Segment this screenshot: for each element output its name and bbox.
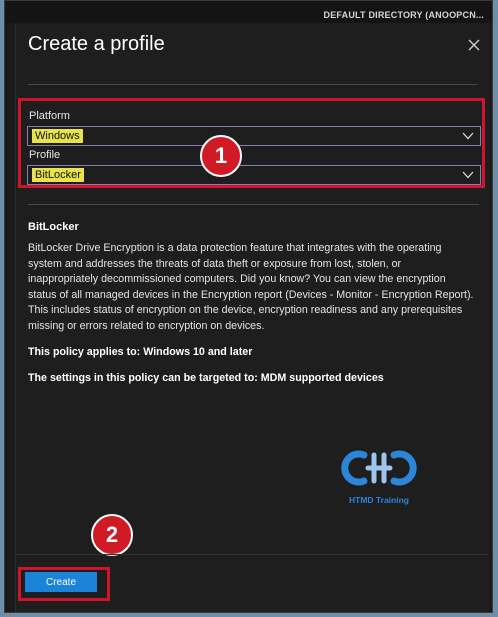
callout-badge-2: 2 — [91, 514, 133, 556]
title-divider — [28, 84, 477, 85]
platform-dropdown[interactable] — [27, 126, 481, 146]
callout-badge-1: 1 — [200, 135, 242, 177]
platform-value: Windows — [32, 129, 83, 143]
create-profile-panel — [15, 23, 489, 613]
directory-label[interactable]: DEFAULT DIRECTORY (ANOOPCN... — [323, 10, 484, 20]
htmd-logo-icon — [334, 441, 424, 495]
profile-value: BitLocker — [32, 168, 84, 182]
chevron-down-icon — [462, 171, 474, 179]
top-bar — [5, 1, 492, 23]
footer-divider — [16, 554, 489, 555]
description-body: BitLocker Drive Encryption is a data protection feature that integrates with the operating system and addresses the threats of data theft or exposure from lost, stolen, or inappropriately decommissioned computers. Did you know? You can view the encryption status of all managed devices in the Encryption report (Devices - Monitor - Encryption Report). This includes status of encryption on the device, encryption readiness and any prerequisites missing or errors related to encryption on devices. — [28, 242, 474, 332]
targeted-to-text: The settings in this policy can be targeted to: MDM supported devices — [28, 372, 384, 384]
watermark-logo — [334, 441, 424, 531]
platform-label: Platform — [29, 110, 70, 122]
profile-label: Profile — [29, 149, 61, 161]
applies-to-text: This policy applies to: Windows 10 and later — [28, 346, 253, 358]
chevron-down-icon — [462, 132, 474, 140]
panel-title: Create a profile — [28, 33, 165, 55]
app-frame — [4, 0, 493, 613]
profile-dropdown[interactable] — [27, 165, 481, 185]
close-icon[interactable] — [467, 38, 481, 52]
create-button[interactable]: Create — [25, 572, 97, 592]
watermark-brand: HTMD Training — [349, 495, 409, 505]
section-divider — [28, 204, 479, 205]
description-title: BitLocker — [28, 221, 79, 233]
